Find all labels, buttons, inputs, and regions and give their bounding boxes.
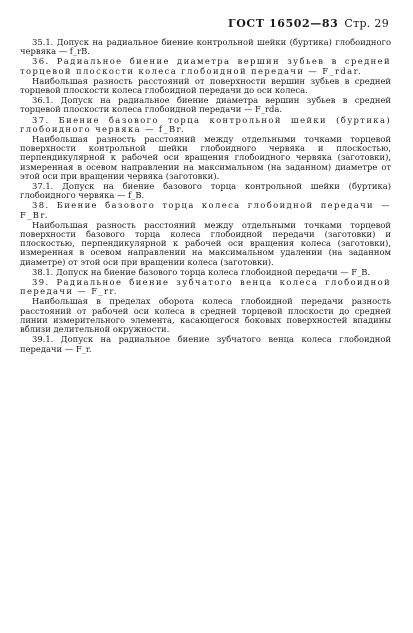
paragraph: 36.1. Допуск на радиальное биение диаметра вершин зубьев в средней торцевой плоскости колеса глобоидной передачи — F_rda.	[20, 95, 391, 115]
paragraph: 37. Биение базового торца контрольной шейки (буртика) глобоидного червяка — f_Br.	[20, 114, 391, 134]
paragraph: 35.1. Допуск на радиальное биение контрольной шейки (буртика) глобоидного червяка — f_rB.	[20, 37, 391, 57]
paragraph: 36. Радиальное биение диаметра вершин зубьев в средней торцевой плоскости колеса глобоидной передачи — F_rdar.	[20, 56, 391, 76]
standard-number: ГОСТ 16502—83	[228, 17, 339, 30]
paragraph: 38.1. Допуск на биение базового торца колеса глобоидной передачи — F_B.	[32, 266, 371, 277]
paragraph: Наибольшая разность расстояний между отдельными точками торцевой поверхности базового торца колеса глобоидной передачи (заготовки) и плоскостью, перпендикулярной к рабочей оси вращения колеса (заготовки), измеренная в осевом направлении на максимальном удалении (на заданном диаметре) от этой оси при вращении колеса (заготовки).	[20, 219, 391, 267]
paragraph: Наибольшая разность расстояний от поверхности вершин зубьев в средней торцевой плоскости колеса глобоидной передачи до оси колеса.	[20, 75, 391, 96]
paragraph: Наибольшая в пределах оборота колеса глобоидной передачи разность расстояний от рабочей оси колеса в средней торцевой плоскости до средней линии измерительного элемента, касающегося боковых поверхностей впадины вблизи делительной окружности.	[20, 296, 391, 335]
paragraph: 37.1. Допуск на биение базового торца контрольной шейки (буртика) глобоидного червяка — f_B.	[20, 181, 391, 201]
paragraph: Наибольшая разность расстояний между отдельными точками торцевой поверхности контрольной шейки глобоидного червяка и плоскостью, перпендикулярной к рабочей оси вращения глобоидного червяка (заготовки), измеренная в осевом направлении на максимальном (на заданном) диаметре от этой оси при вращении червяка (заготовки).	[20, 134, 391, 181]
page-header	[228, 17, 389, 30]
page-number: Стр. 29	[344, 17, 389, 30]
paragraph: 39. Радиальное биение зубчатого венца колеса глобоидной передачи — F_rr.	[20, 277, 391, 297]
paragraph: 39.1. Допуск на радиальное биение зубчатого венца колеса глобоидной передачи — F_r.	[20, 334, 391, 354]
body-text	[20, 38, 391, 355]
paragraph: 38. Биение базового торца колеса глобоидной передачи — F_Br.	[20, 200, 391, 220]
